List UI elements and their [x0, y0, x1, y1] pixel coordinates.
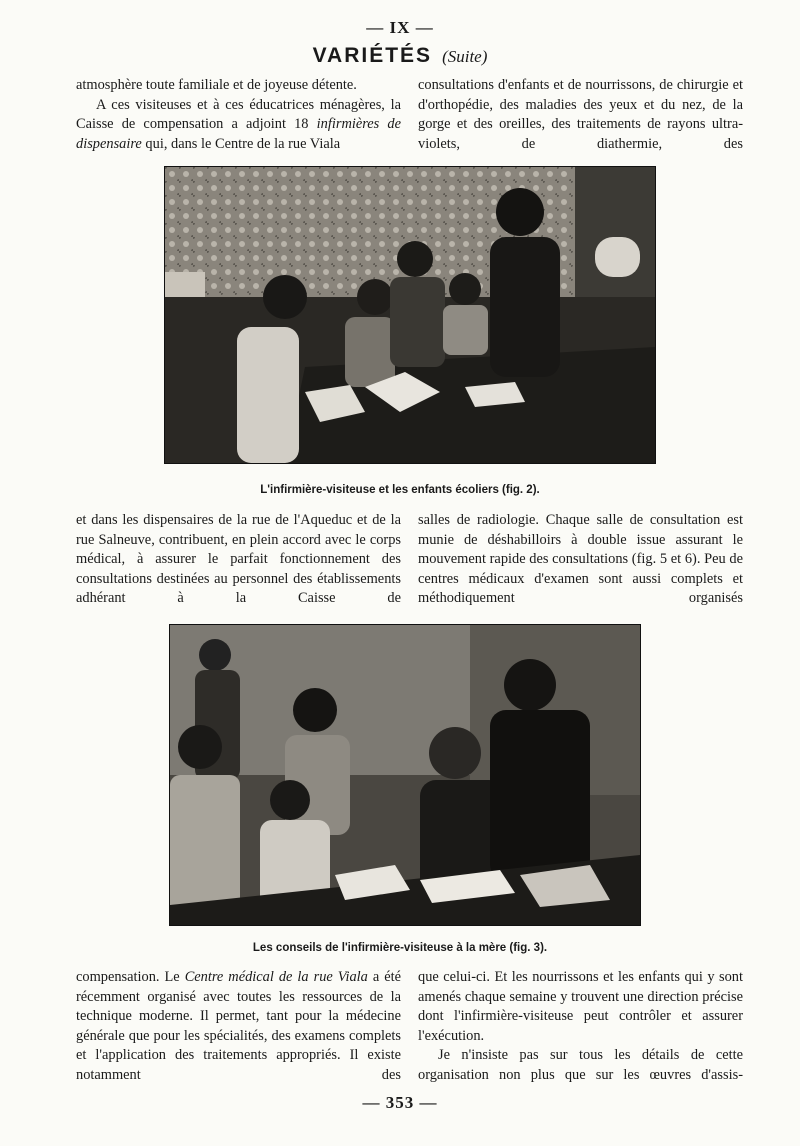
paragraph: atmosphère toute familiale et de joyeuse détente.	[76, 77, 357, 93]
paragraph: et dans les dispensaires de la rue de l'Aqueduc et de la rue Salneuve, contribuent, en plein accord avec le corps médical, à assurer le parfait fonctionnement des consultations destinées au personnel des établissements adhérant à la Caisse de	[76, 512, 401, 606]
photo-illustration	[170, 625, 640, 925]
paragraph: compensation. Le Centre médical de la rue Viala a été récemment organisé avec toutes les ressources de la technique moderne. Il permet, tant pour la médecine générale que pour les spécialités, des examens complets et l'application des traitements appropriés. Il existe notamment des	[76, 969, 402, 1083]
paragraph: Je n'insiste pas sur tous les détails de cette organisation non plus que sur les œuvres d'assis-	[418, 1047, 743, 1083]
paragraph: que celui-ci. Et les nourrissons et les enfants qui y sont amenés chaque semaine y trouvent une direction précise dont l'infirmière-visiteuse peut contrôler et assurer l'exécution.	[418, 969, 743, 1044]
page-number: — 353 —	[362, 1093, 438, 1112]
column-left-3	[76, 968, 401, 1085]
section-subtitle: (Suite)	[442, 47, 488, 66]
section-heading	[0, 44, 800, 68]
photo-nurse-schoolchildren	[164, 166, 656, 464]
section-numeral: — IX —	[366, 18, 434, 37]
paragraph: consultations d'enfants et de nourrissons, de chirurgie et d'orthopédie, des maladies des yeux et du nez, de la gorge et des oreilles, des traitements de rayons ultra-violets, de diathermie, des	[418, 77, 743, 152]
column-left-1	[76, 76, 401, 154]
photo-nurse-advice-mother	[169, 624, 641, 926]
photo-illustration	[165, 167, 655, 463]
section-title: VARIÉTÉS	[312, 44, 433, 67]
paragraph: salles de radiologie. Chaque salle de consultation est munie de déshabilloirs à double issue assurant le mouvement rapide des consultations (fig. 5 et 6). Peu de centres médicaux d'examen sont aussi complets et méthodiquement organisés	[418, 512, 743, 606]
figure-caption: L'infirmière-visiteuse et les enfants écoliers (fig. 2).	[260, 484, 540, 496]
column-left-2	[76, 511, 401, 609]
paragraph: A ces visiteuses et à ces éducatrices ménagères, la Caisse de compensation a adjoint 18 infirmières de dispensaire qui, dans le Centre de la rue Viala	[76, 96, 401, 152]
column-right-3	[418, 968, 743, 1085]
column-right-1	[418, 76, 743, 154]
figure-caption: Les conseils de l'infirmière-visiteuse à la mère (fig. 3).	[252, 942, 548, 954]
column-right-2	[418, 511, 743, 609]
